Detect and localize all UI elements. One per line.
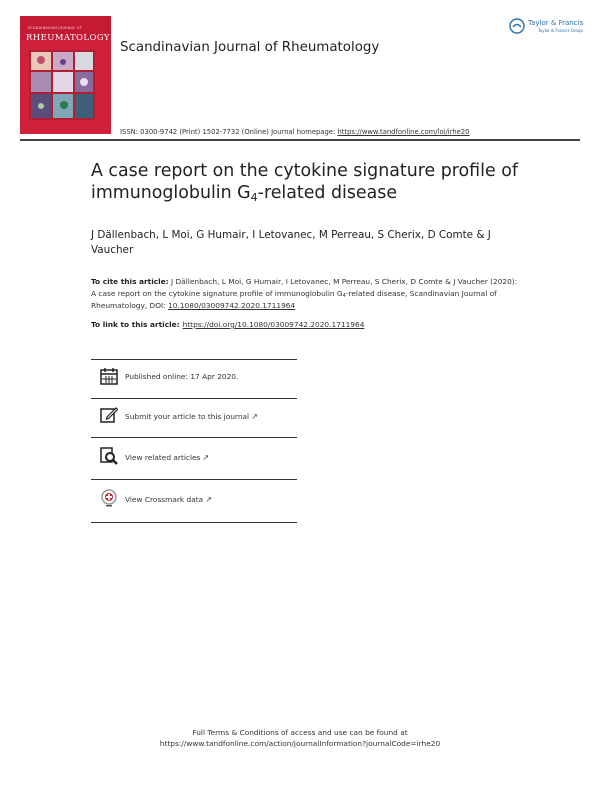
issn-text: ISSN: 0300-9742 (Print) 1502-7732 (Online) Journal homepage: <box>120 128 336 136</box>
issn-line <box>120 128 470 136</box>
terms-footer <box>0 727 600 749</box>
title-subscript: 4 <box>250 191 258 204</box>
terms-line: Full Terms & Conditions of access and use can be found at <box>192 728 408 737</box>
actions-top-divider <box>91 359 297 360</box>
related-articles-link[interactable] <box>125 453 209 462</box>
terms-url[interactable]: https://www.tandfonline.com/action/journalInformation?journalCode=irhe20 <box>159 739 441 748</box>
citation-text: J Dällenbach, L Moi, G Humair, I Letovanec, M Perreau, S Cherix, D Comte & J Vaucher (2020): A case report on the cytokine signature profile of immunoglobulin G <box>91 277 518 298</box>
actions-divider-2 <box>91 437 297 438</box>
header-divider <box>20 139 580 141</box>
article-doi-url[interactable]: https://doi.org/10.1080/03009742.2020.1711964 <box>182 320 365 329</box>
publisher-logo-icon <box>509 18 525 34</box>
edit-icon <box>100 406 118 424</box>
actions-bottom-divider <box>91 522 297 523</box>
crossmark-link[interactable] <box>125 495 212 504</box>
submit-article-link[interactable] <box>125 412 258 421</box>
citation-subscript: 4 <box>342 293 346 299</box>
submit-article-label: Submit your article to this journal <box>125 412 250 421</box>
title-line-2-end: -related disease <box>257 183 398 203</box>
external-link-icon: ↗ <box>202 453 210 462</box>
citation-block <box>91 276 519 312</box>
cover-small-title: SCANDINAVIAN JOURNAL OF <box>28 26 82 30</box>
actions-divider-3 <box>91 479 297 480</box>
crossmark-label: View Crossmark data <box>125 495 204 504</box>
doi-link[interactable]: 10.1080/03009742.2020.1711964 <box>168 301 296 310</box>
title-line-2-start: immunoglobulin G <box>91 183 251 203</box>
citation-text-cont: -related disease, Scandinavian Journal of Rheumatology, DOI: <box>91 289 497 310</box>
related-articles-icon <box>100 447 118 465</box>
journal-cover-image <box>20 16 111 134</box>
crossmark-icon <box>100 489 118 507</box>
title-line-1: A case report on the cytokine signature profile of <box>91 161 518 181</box>
article-authors: J Dällenbach, L Moi, G Humair, I Letovanec, M Perreau, S Cherix, D Comte & J Vaucher <box>91 229 491 256</box>
related-articles-label: View related articles <box>125 453 201 462</box>
external-link-icon: ↗ <box>205 495 212 504</box>
journal-homepage-link[interactable]: https://www.tandfonline.com/loi/irhe20 <box>337 128 470 136</box>
publisher-group: Taylor & Francis Group <box>538 28 583 33</box>
external-link-icon: ↗ <box>251 412 258 421</box>
journal-title: Scandinavian Journal of Rheumatology <box>120 40 380 55</box>
citation-label: To cite this article: <box>91 277 169 286</box>
link-label: To link to this article: <box>91 320 180 329</box>
cover-artwork <box>29 50 95 120</box>
article-title <box>91 160 541 204</box>
article-link-line <box>91 320 364 329</box>
calendar-icon <box>100 367 118 385</box>
publisher-logo[interactable] <box>509 18 587 36</box>
publisher-name: Taylor & Francis <box>528 19 584 27</box>
published-online-text: Published online: 17 Apr 2020. <box>125 372 239 381</box>
cover-title: RHEUMATOLOGY <box>26 33 110 43</box>
actions-divider-1 <box>91 398 297 399</box>
